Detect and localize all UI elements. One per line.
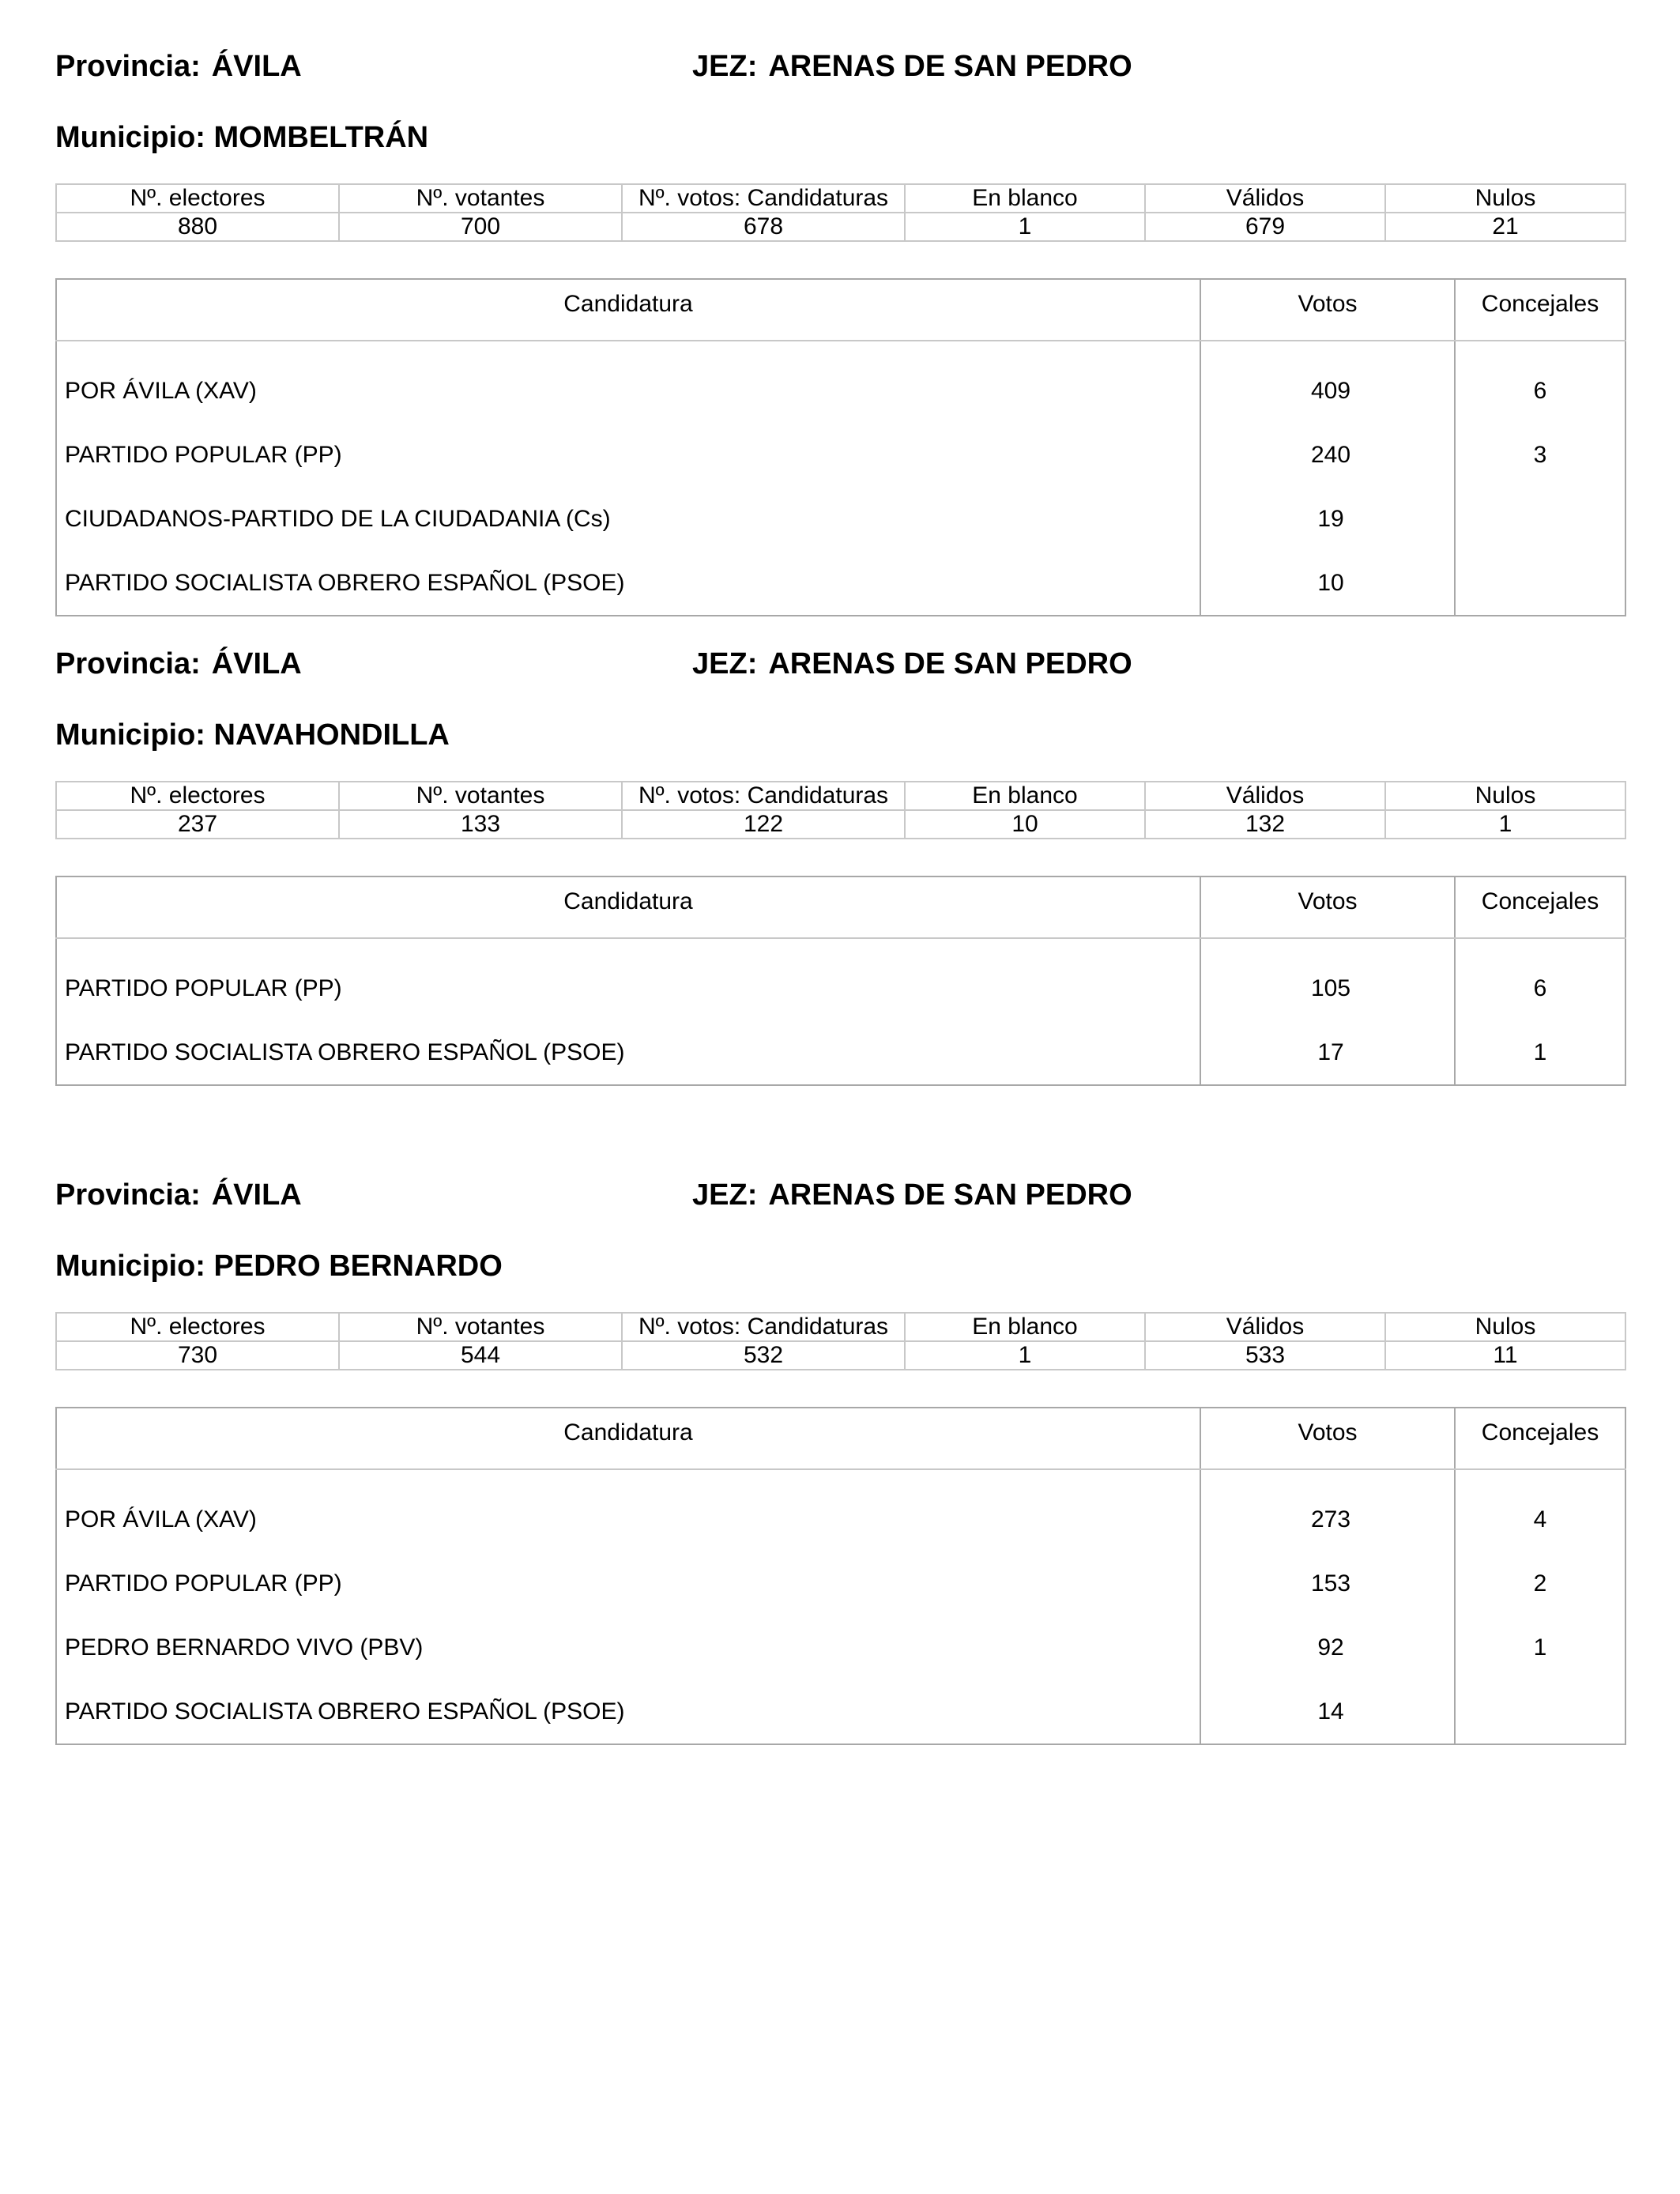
summary-header: Nº. votantes xyxy=(339,184,622,213)
jez-heading: JEZ: ARENAS DE SAN PEDRO xyxy=(692,647,1132,680)
summary-value: 1 xyxy=(1385,810,1625,839)
summary-value: 133 xyxy=(339,810,622,839)
candidaturas-header-row xyxy=(56,1408,1625,1469)
candidatura-name: PARTIDO POPULAR (PP) xyxy=(56,423,1200,487)
summary-header: Nº. votantes xyxy=(339,782,622,810)
summary-table xyxy=(55,183,1626,242)
candidatura-header: Candidatura xyxy=(56,876,1200,938)
candidatura-votos: 153 xyxy=(1200,1551,1455,1615)
summary-value: 532 xyxy=(622,1341,905,1370)
summary-value: 132 xyxy=(1145,810,1385,839)
candidatura-concejales: 1 xyxy=(1533,1039,1547,1065)
summary-table xyxy=(55,781,1626,839)
candidatura-votos: 17 xyxy=(1200,1020,1455,1085)
table-row xyxy=(56,1551,1625,1615)
summary-header-row xyxy=(56,1313,1625,1341)
jez-heading: JEZ: ARENAS DE SAN PEDRO xyxy=(692,1178,1132,1212)
candidatura-name: PARTIDO POPULAR (PP) xyxy=(56,938,1200,1020)
candidatura-votos: 10 xyxy=(1200,551,1455,616)
candidatura-header: Candidatura xyxy=(56,279,1200,341)
table-row xyxy=(56,938,1625,1020)
candidatura-name: PARTIDO SOCIALISTA OBRERO ESPAÑOL (PSOE) xyxy=(56,551,1200,616)
summary-header: Nulos xyxy=(1385,1313,1625,1341)
candidatura-votos: 14 xyxy=(1200,1679,1455,1744)
candidatura-name: PARTIDO POPULAR (PP) xyxy=(56,1551,1200,1615)
summary-header: En blanco xyxy=(905,1313,1145,1341)
summary-header-row xyxy=(56,184,1625,213)
candidatura-concejales: 6 xyxy=(1533,377,1547,404)
concejales-header: Concejales xyxy=(1455,876,1625,938)
municipio-heading: Municipio: NAVAHONDILLA xyxy=(55,718,450,752)
summary-header: Nº. votos: Candidaturas xyxy=(622,184,905,213)
summary-header: Nº. votantes xyxy=(339,1313,622,1341)
candidaturas-table xyxy=(55,1407,1626,1745)
municipio-heading: Municipio: MOMBELTRÁN xyxy=(55,121,429,154)
candidatura-name: PEDRO BERNARDO VIVO (PBV) xyxy=(56,1615,1200,1679)
candidatura-concejales: 2 xyxy=(1533,1570,1547,1596)
summary-header: Nº. electores xyxy=(56,782,339,810)
summary-header: Nulos xyxy=(1385,184,1625,213)
summary-header: En blanco xyxy=(905,782,1145,810)
table-row xyxy=(56,487,1625,551)
summary-header: Nulos xyxy=(1385,782,1625,810)
candidatura-concejales xyxy=(1455,551,1625,616)
summary-value: 544 xyxy=(339,1341,622,1370)
summary-header: Nº. votos: Candidaturas xyxy=(622,782,905,810)
table-row xyxy=(56,1469,1625,1551)
summary-value: 10 xyxy=(905,810,1145,839)
candidatura-votos: 19 xyxy=(1200,487,1455,551)
candidatura-concejales xyxy=(1455,1679,1625,1744)
candidatura-name: POR ÁVILA (XAV) xyxy=(56,1469,1200,1551)
candidatura-name: PARTIDO SOCIALISTA OBRERO ESPAÑOL (PSOE) xyxy=(56,1679,1200,1744)
summary-value: 678 xyxy=(622,213,905,241)
provincia-heading: Provincia: ÁVILA xyxy=(55,50,302,83)
table-row xyxy=(56,423,1625,487)
votos-header: Votos xyxy=(1200,279,1455,341)
concejales-header: Concejales xyxy=(1455,279,1625,341)
summary-header: Válidos xyxy=(1145,782,1385,810)
candidatura-votos: 273 xyxy=(1200,1469,1455,1551)
summary-value: 700 xyxy=(339,213,622,241)
candidatura-concejales: 3 xyxy=(1533,441,1547,468)
votos-header: Votos xyxy=(1200,1408,1455,1469)
candidaturas-header-row xyxy=(56,279,1625,341)
summary-value: 21 xyxy=(1385,213,1625,241)
candidatura-name: POR ÁVILA (XAV) xyxy=(56,341,1200,423)
summary-value-row xyxy=(56,213,1625,241)
candidatura-votos: 409 xyxy=(1200,341,1455,423)
summary-value: 122 xyxy=(622,810,905,839)
summary-value: 679 xyxy=(1145,213,1385,241)
table-row xyxy=(56,1020,1625,1085)
summary-value: 237 xyxy=(56,810,339,839)
summary-header: Válidos xyxy=(1145,184,1385,213)
summary-value: 11 xyxy=(1385,1341,1625,1370)
candidatura-header: Candidatura xyxy=(56,1408,1200,1469)
candidatura-votos: 105 xyxy=(1200,938,1455,1020)
summary-header: Nº. electores xyxy=(56,1313,339,1341)
table-row xyxy=(56,1615,1625,1679)
candidatura-votos: 240 xyxy=(1200,423,1455,487)
candidatura-concejales: 6 xyxy=(1533,974,1547,1001)
summary-value: 1 xyxy=(905,213,1145,241)
summary-header-row xyxy=(56,782,1625,810)
votos-header: Votos xyxy=(1200,876,1455,938)
summary-header: En blanco xyxy=(905,184,1145,213)
provincia-heading: Provincia: ÁVILA xyxy=(55,1178,302,1212)
candidatura-concejales xyxy=(1455,487,1625,551)
table-row xyxy=(56,1679,1625,1744)
candidaturas-table xyxy=(55,876,1626,1086)
summary-header: Nº. votos: Candidaturas xyxy=(622,1313,905,1341)
summary-value: 1 xyxy=(905,1341,1145,1370)
summary-table xyxy=(55,1312,1626,1370)
jez-heading: JEZ: ARENAS DE SAN PEDRO xyxy=(692,50,1132,83)
municipio-heading: Municipio: PEDRO BERNARDO xyxy=(55,1250,503,1283)
candidatura-concejales: 1 xyxy=(1533,1634,1547,1661)
summary-value: 533 xyxy=(1145,1341,1385,1370)
candidatura-concejales: 4 xyxy=(1533,1506,1547,1532)
table-row xyxy=(56,341,1625,423)
summary-header: Nº. electores xyxy=(56,184,339,213)
candidatura-name: CIUDADANOS-PARTIDO DE LA CIUDADANIA (Cs) xyxy=(56,487,1200,551)
summary-value: 730 xyxy=(56,1341,339,1370)
candidatura-votos: 92 xyxy=(1200,1615,1455,1679)
summary-value-row xyxy=(56,810,1625,839)
table-row xyxy=(56,551,1625,616)
summary-value-row xyxy=(56,1341,1625,1370)
concejales-header: Concejales xyxy=(1455,1408,1625,1469)
summary-value: 880 xyxy=(56,213,339,241)
provincia-heading: Provincia: ÁVILA xyxy=(55,647,302,680)
candidatura-name: PARTIDO SOCIALISTA OBRERO ESPAÑOL (PSOE) xyxy=(56,1020,1200,1085)
candidaturas-table xyxy=(55,278,1626,616)
summary-header: Válidos xyxy=(1145,1313,1385,1341)
candidaturas-header-row xyxy=(56,876,1625,938)
